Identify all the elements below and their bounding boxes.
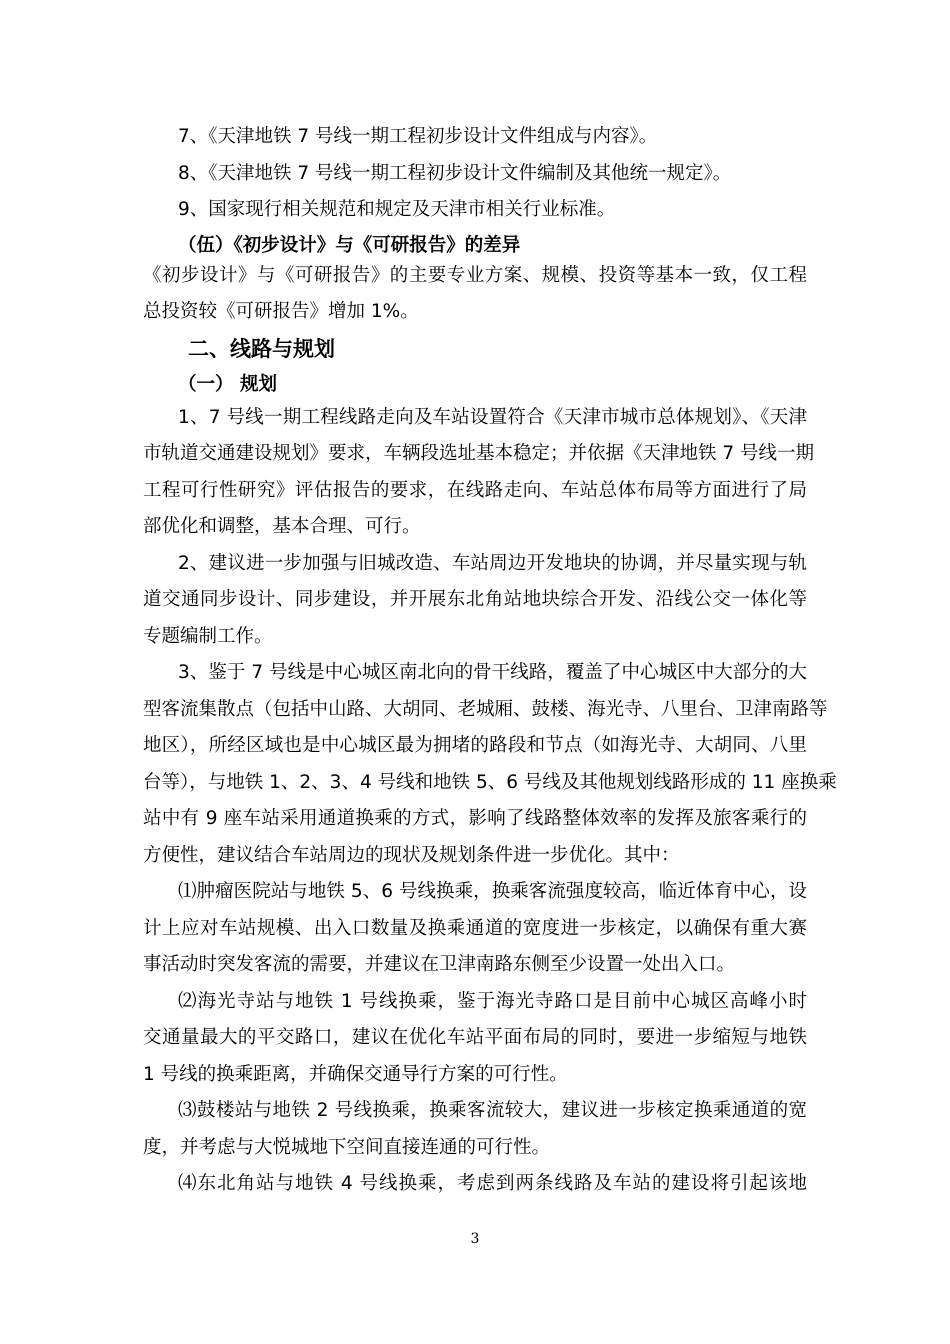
paragraph-line: ⑷东北角站与地铁 4 号线换乘，考虑到两条线路及车站的建设将引起该地: [178, 1173, 807, 1194]
section-heading-differences: （伍）《初步设计》与《可研报告》的差异: [178, 235, 521, 256]
paragraph-line: ⑶鼓楼站与地铁 2 号线换乘，换乘客流较大，建议进一步核定换乘通道的宽: [178, 1100, 807, 1121]
reference-item-9: 9、国家现行相关规范和规定及天津市相关行业标准。: [178, 199, 616, 220]
paragraph-line: 专题编制工作。: [143, 626, 273, 647]
paragraph-line: 道交通同步设计、同步建设，并开展东北角站地块综合开发、沿线公交一体化等: [143, 589, 807, 610]
paragraph-line: 地区），所经区域也是中心城区最为拥堵的路段和节点（如海光寺、大胡同、八里: [143, 735, 807, 756]
reference-item-8: 8、《天津地铁 7 号线一期工程初步设计文件编制及其他统一规定》。: [178, 163, 732, 184]
paragraph-line: 《初步设计》与《可研报告》的主要专业方案、规模、投资等基本一致，仅工程: [143, 265, 807, 286]
paragraph-line: 度，并考虑与大悦城地下空间直接连通的可行性。: [143, 1137, 551, 1158]
paragraph-line: 交通量最大的平交路口，建议在优化车站平面布局的同时，要进一步缩短与地铁: [143, 1027, 807, 1048]
paragraph-line: 1 号线的换乘距离，并确保交通导行方案的可行性。: [143, 1064, 568, 1085]
paragraph-line: 计上应对车站规模、出入口数量及换乘通道的宽度进一步核定，以确保有重大赛: [143, 918, 807, 939]
reference-item-7: 7、《天津地铁 7 号线一期工程初步设计文件组成与内容》。: [178, 126, 658, 147]
paragraph-line: 市轨道交通建设规划》要求，车辆段选址基本稳定；并依据《天津地铁 7 号线一期: [143, 443, 815, 464]
paragraph-line: 2、建议进一步加强与旧城改造、车站周边开发地块的协调，并尽量实现与轨: [178, 553, 807, 574]
paragraph-line: 型客流集散点（包括中山路、大胡同、老城厢、鼓楼、海光寺、八里台、卫津南路等: [143, 699, 828, 720]
page-number: 3: [470, 1231, 480, 1247]
paragraph-line: 站中有 9 座车站采用通道换乘的方式，影响了线路整体效率的发挥及旅客乘行的: [143, 808, 807, 829]
subsection-heading-planning: （一） 规划: [178, 374, 277, 395]
paragraph-line: 1、7 号线一期工程线路走向及车站设置符合《天津市城市总体规划》、《天津: [178, 407, 807, 428]
paragraph-line: 3、鉴于 7 号线是中心城区南北向的骨干线路，覆盖了中心城区中大部分的大: [178, 662, 807, 683]
paragraph-line: 部优化和调整，基本合理、可行。: [143, 516, 421, 537]
paragraph-line: 事活动时突发客流的需要，并建议在卫津南路东侧至少设置一处出入口。: [143, 954, 736, 975]
paragraph-line: ⑵海光寺站与地铁 1 号线换乘，鉴于海光寺路口是目前中心城区高峰小时: [178, 991, 807, 1012]
paragraph-line: 台等），与地铁 1、2、3、4 号线和地铁 5、6 号线及其他规划线路形成的 11 座换乘: [143, 772, 837, 793]
paragraph-line: 方便性，建议结合车站周边的现状及规划条件进一步优化。其中：: [143, 845, 680, 866]
paragraph-line: ⑴肿瘤医院站与地铁 5、6 号线换乘，换乘客流强度较高，临近体育中心，设: [178, 881, 807, 902]
chapter-heading: 二、线路与规划: [188, 337, 335, 361]
paragraph-line: 总投资较《可研报告》增加 1%。: [143, 301, 419, 322]
paragraph-line: 工程可行性研究》评估报告的要求，在线路走向、车站总体布局等方面进行了局: [143, 480, 807, 501]
